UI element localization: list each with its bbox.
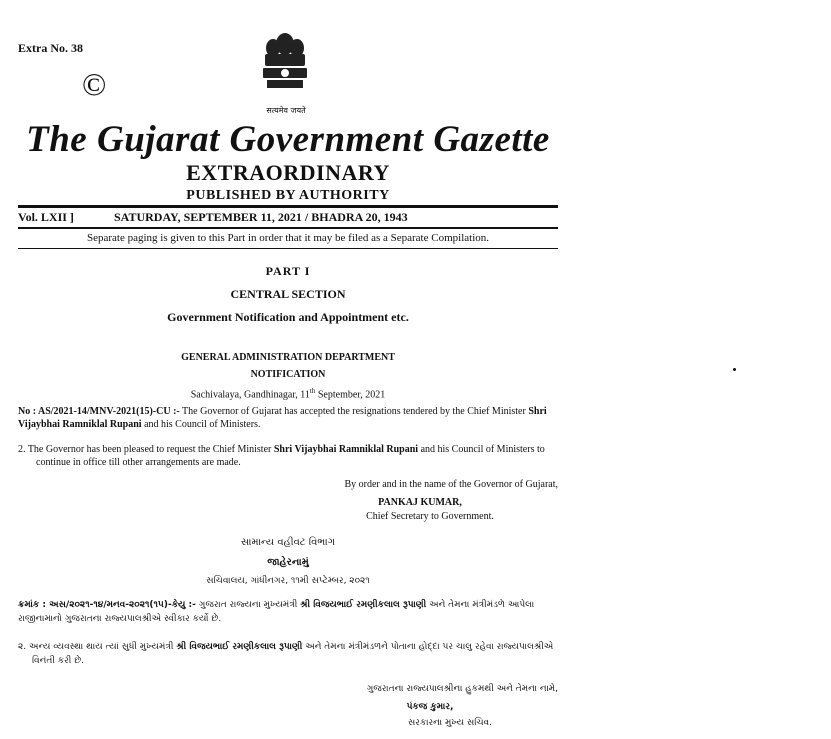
issue-date: SATURDAY, SEPTEMBER 11, 2021 / BHADRA 20, 1943	[114, 210, 408, 224]
gujarati-paragraph-1: ક્રમાંક : અસ/૨૦૨૧-૧૪/મનવ-૨૦૨૧(૧૫)-કેયુ :- ગુજરાત રાજ્યના મુખ્યમંત્રી શ્રી વિજયભાઈ રમણીકલાલ રૂપાણી અને તેમના મંત્રીમંડળે આપેલા રાજીનામાનો ગુજરાતના રાજ્યપાલશ્રીએ સ્વીકાર કર્યો છે.	[18, 600, 535, 624]
signer-title: Chief Secretary to Government.	[366, 511, 494, 522]
notification-number: No : AS/2021-14/MNV-2021(15)-CU :-	[18, 406, 180, 417]
gujarati-notification-heading: જાહેરનામું	[267, 557, 309, 568]
gazette-title: The Gujarat Government Gazette	[26, 119, 550, 160]
gujarati-place-date: સચિવાલય, ગાંધીનગર, ૧૧મી સપ્ટેમ્બર, ૨૦૨૧	[206, 576, 370, 586]
part-label: PART I	[265, 264, 311, 278]
section-label: CENTRAL SECTION	[230, 287, 346, 301]
place-date: Sachivalaya, Gandhinagar, 11th September, 2021	[190, 387, 386, 401]
gujarati-paragraph-2: ૨. અન્ય વ્યવસ્થા થાય ત્યાં સુધી મુખ્યમંત્રી શ્રી વિજયભાઈ રમણીકલાલ રૂપાણી અને તેમના મંત્રીમંડળને પોતાના હોદ્દા પર ચાલુ રહેવા રાજ્યપાલશ્રીએ વિનંતી કરી છે.	[18, 642, 554, 666]
volume-label: Vol. LXII ]	[18, 210, 74, 224]
signer-name: PANKAJ KUMAR,	[378, 497, 462, 508]
paragraph-1: No : AS/2021-14/MNV-2021(15)-CU :- The Governor of Gujarat has accepted the resignations tendered by the Chief Minister Shri Vijaybhai Ramniklal Rupani and his Council of Ministers.	[18, 406, 547, 430]
order-line: By order and in the name of the Governor of Gujarat,	[344, 479, 558, 490]
date-rule	[18, 227, 558, 229]
gujarati-signer-title: સરકારના મુખ્ય સચિવ.	[408, 718, 492, 728]
national-emblem-icon	[255, 24, 315, 94]
extra-number: Extra No. 38	[18, 41, 83, 55]
edition-label: EXTRAORDINARY	[186, 160, 390, 185]
gujarati-signer-name: પંકજ કુમાર,	[406, 702, 454, 712]
subject-label: Government Notification and Appointment etc.	[167, 310, 409, 324]
paragraph-2: 2. The Governor has been pleased to request the Chief Minister Shri Vijaybhai Ramniklal Rupani and his Council of Ministers to continue in office till other arrangements are made.	[18, 444, 545, 468]
published-label: PUBLISHED BY AUTHORITY	[186, 188, 390, 203]
header-rule	[18, 205, 558, 208]
chief-minister-name: Shri Vijaybhai Ramniklal Rupani	[18, 406, 547, 430]
department-heading: GENERAL ADMINISTRATION DEPARTMENT	[181, 352, 395, 363]
gujarati-order-line: ગુજરાતના રાજ્યપાલશ્રીના હુકમથી અને તેમના નામે,	[366, 684, 558, 694]
separate-paging-note: Separate paging is given to this Part in order that it may be filed as a Separate Compilation.	[86, 232, 489, 244]
volume-date-line	[18, 210, 558, 225]
copyright-icon: ©	[82, 66, 107, 102]
emblem-motto: सत्यमेव जयते	[266, 106, 306, 115]
note-rule	[18, 248, 558, 249]
gujarati-department-heading: સામાન્ય વહીવટ વિભાગ	[240, 537, 336, 548]
chief-minister-name: Shri Vijaybhai Ramniklal Rupani	[273, 444, 419, 455]
stray-dot	[733, 368, 736, 371]
notification-heading: NOTIFICATION	[250, 369, 326, 380]
